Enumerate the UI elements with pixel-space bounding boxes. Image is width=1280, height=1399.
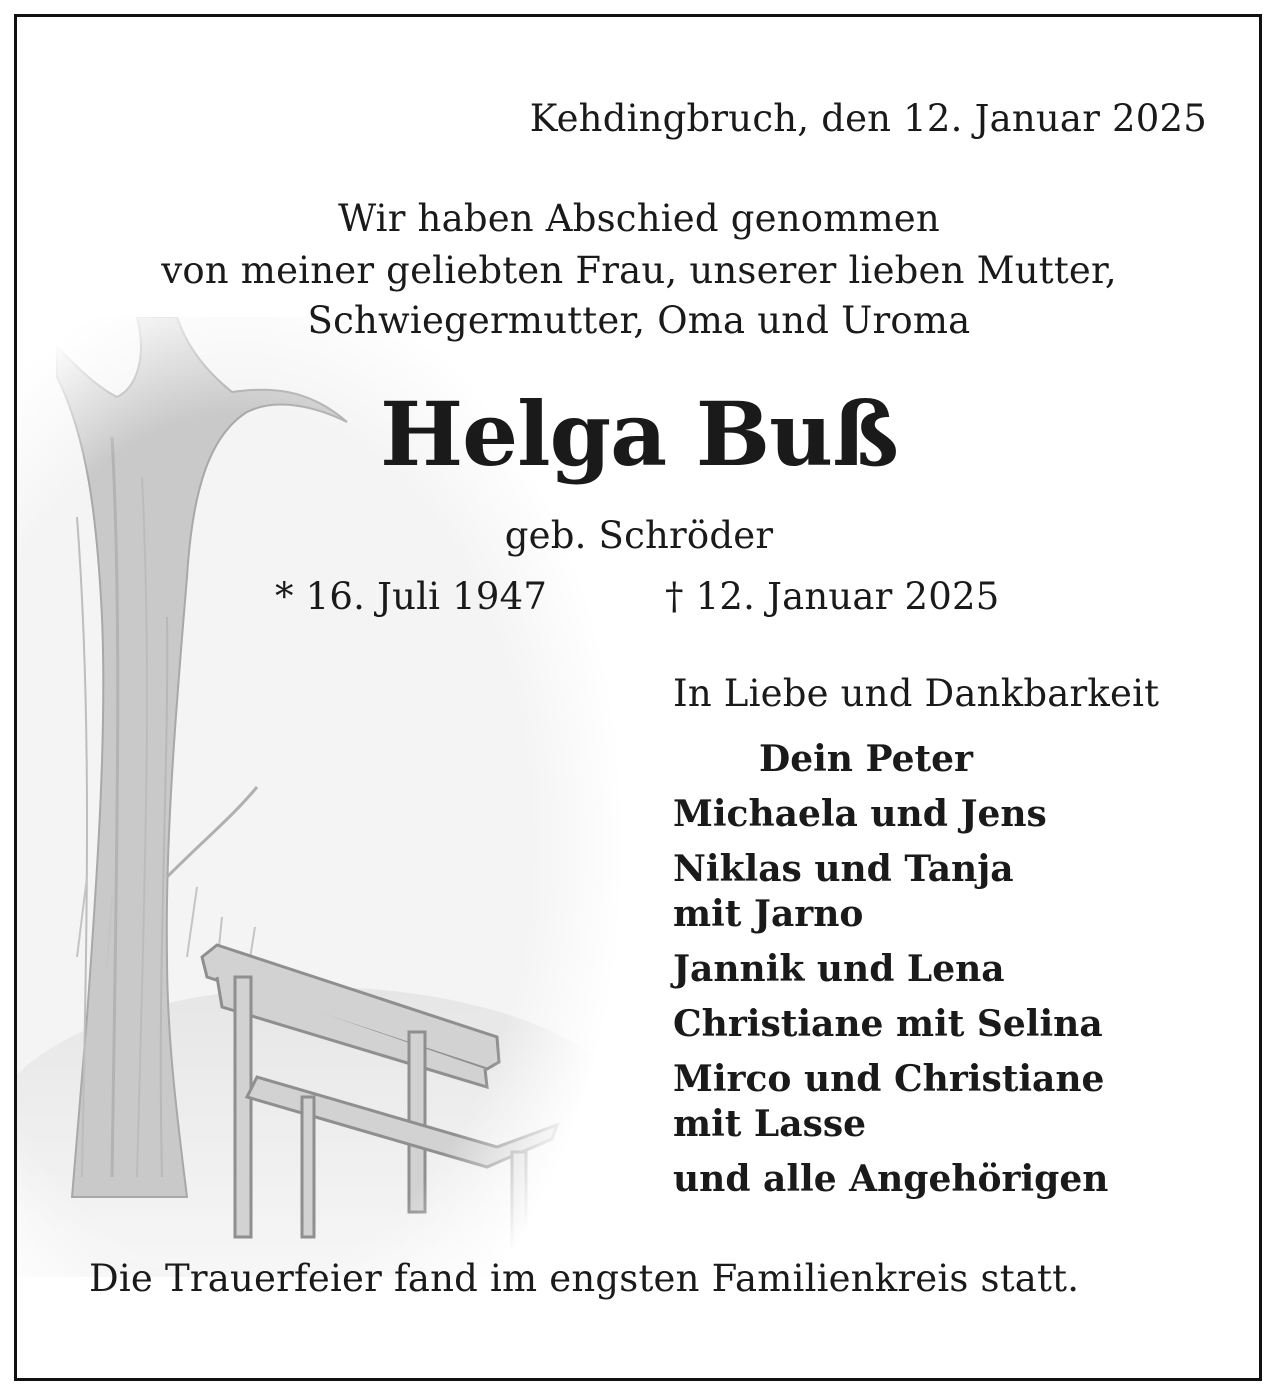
intro-line-1: Wir haben Abschied genommen (338, 197, 940, 240)
deceased-name: Helga Buß (380, 382, 898, 486)
mourner: Jannik und Lena (673, 948, 1005, 990)
intro-line-2: von meiner geliebten Frau, unserer lieben Mutter, (161, 249, 1117, 292)
mourner: Christiane mit Selina (673, 1003, 1103, 1045)
mourner: Mirco und Christiane (673, 1058, 1105, 1100)
closing-line: In Liebe und Dankbarkeit (673, 672, 1160, 715)
mourner: und alle Angehörigen (673, 1158, 1109, 1200)
mourner: mit Jarno (673, 893, 864, 935)
intro-line-3: Schwiegermutter, Oma und Uroma (307, 299, 971, 342)
funeral-note: Die Trauerfeier fand im engsten Familienkreis statt. (89, 1257, 1080, 1300)
place-and-date: Kehdingbruch, den 12. Januar 2025 (529, 97, 1207, 140)
birth-date: * 16. Juli 1947 (275, 575, 548, 618)
maiden-name: geb. Schröder (504, 514, 774, 557)
mourner: Niklas und Tanja (673, 848, 1014, 890)
death-date: † 12. Januar 2025 (665, 575, 1000, 618)
mourner: Michaela und Jens (673, 793, 1047, 835)
mourner: mit Lasse (673, 1103, 867, 1145)
obituary-notice (14, 14, 1262, 1381)
mourner: Dein Peter (759, 738, 974, 780)
